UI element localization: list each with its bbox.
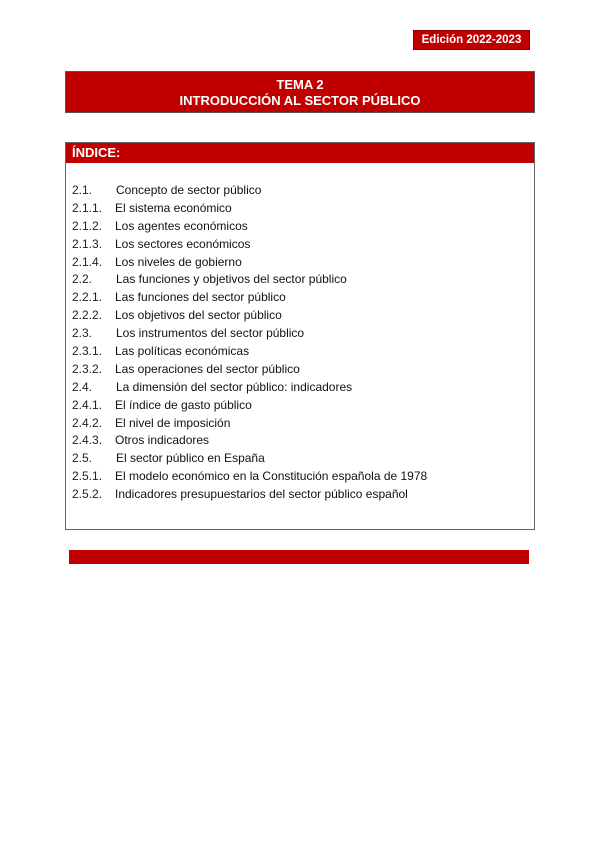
toc-text: Las políticas económicas [115, 344, 250, 359]
toc-text: Las operaciones del sector público [115, 361, 300, 376]
toc-number: 2.5. [72, 451, 93, 466]
toc-text: El sistema económico [115, 200, 232, 215]
toc-text: Los objetivos del sector público [115, 308, 282, 323]
toc-text: El modelo económico en la Constitución española de 1978 [115, 469, 428, 484]
toc-text: Concepto de sector público [116, 183, 262, 197]
topic-title: INTRODUCCIÓN AL SECTOR PÚBLICO [179, 93, 421, 108]
toc-item[interactable] [72, 218, 427, 236]
toc-number: 2.3.1. [72, 344, 103, 359]
toc-text: Las funciones del sector público [115, 290, 286, 305]
toc-text: Los sectores económicos [115, 236, 251, 251]
table-of-contents [72, 182, 427, 504]
toc-number: 2.1.4. [72, 254, 103, 269]
toc-text: El índice de gasto público [115, 397, 252, 412]
toc-item[interactable] [72, 450, 427, 468]
toc-item[interactable] [72, 415, 427, 433]
toc-text: El nivel de imposición [115, 415, 231, 430]
toc-number: 2.4.3. [72, 433, 103, 448]
toc-text: Indicadores presupuestarios del sector público español [115, 487, 408, 502]
toc-number: 2.4.2. [72, 415, 103, 430]
toc-number: 2.4. [72, 379, 93, 394]
toc-item[interactable] [72, 307, 427, 325]
toc-item[interactable] [72, 343, 427, 361]
toc-item[interactable] [72, 289, 427, 307]
toc-item[interactable] [72, 432, 427, 450]
toc-item[interactable] [72, 379, 427, 397]
toc-number: 2.1.1. [72, 200, 103, 215]
toc-text: El sector público en España [116, 451, 265, 466]
toc-number: 2.5.1. [72, 469, 103, 484]
toc-item[interactable] [72, 254, 427, 272]
toc-item[interactable] [72, 182, 427, 200]
decorative-divider-bar [69, 550, 529, 564]
toc-number: 2.2. [72, 272, 93, 287]
index-section [65, 142, 535, 530]
toc-text: Los niveles de gobierno [115, 254, 242, 269]
toc-number: 2.4.1. [72, 397, 103, 412]
toc-item[interactable] [72, 486, 427, 504]
toc-number: 2.1.2. [72, 218, 103, 233]
toc-item[interactable] [72, 236, 427, 254]
toc-item[interactable] [72, 325, 427, 343]
toc-number: 2.2.1. [72, 290, 103, 305]
toc-text: La dimensión del sector público: indicadores [116, 379, 353, 394]
toc-item[interactable] [72, 361, 427, 379]
edition-badge: Edición 2022-2023 [413, 30, 530, 50]
index-header: ÍNDICE: [66, 143, 534, 163]
toc-item[interactable] [72, 397, 427, 415]
toc-text: Otros indicadores [115, 433, 210, 448]
toc-number: 2.1.3. [72, 236, 103, 251]
toc-number: 2.2.2. [72, 308, 103, 323]
toc-item[interactable] [72, 468, 427, 486]
toc-number: 2.3. [72, 326, 93, 341]
topic-number: TEMA 2 [276, 77, 324, 92]
toc-number: 2.5.2. [72, 487, 103, 502]
toc-text: Las funciones y objetivos del sector público [116, 272, 347, 287]
toc-text: Los agentes económicos [115, 218, 248, 233]
toc-number: 2.1. [72, 183, 93, 197]
toc-text: Los instrumentos del sector público [116, 326, 305, 341]
toc-item[interactable] [72, 200, 427, 218]
title-banner [65, 71, 535, 113]
toc-item[interactable] [72, 271, 427, 289]
toc-number: 2.3.2. [72, 361, 103, 376]
